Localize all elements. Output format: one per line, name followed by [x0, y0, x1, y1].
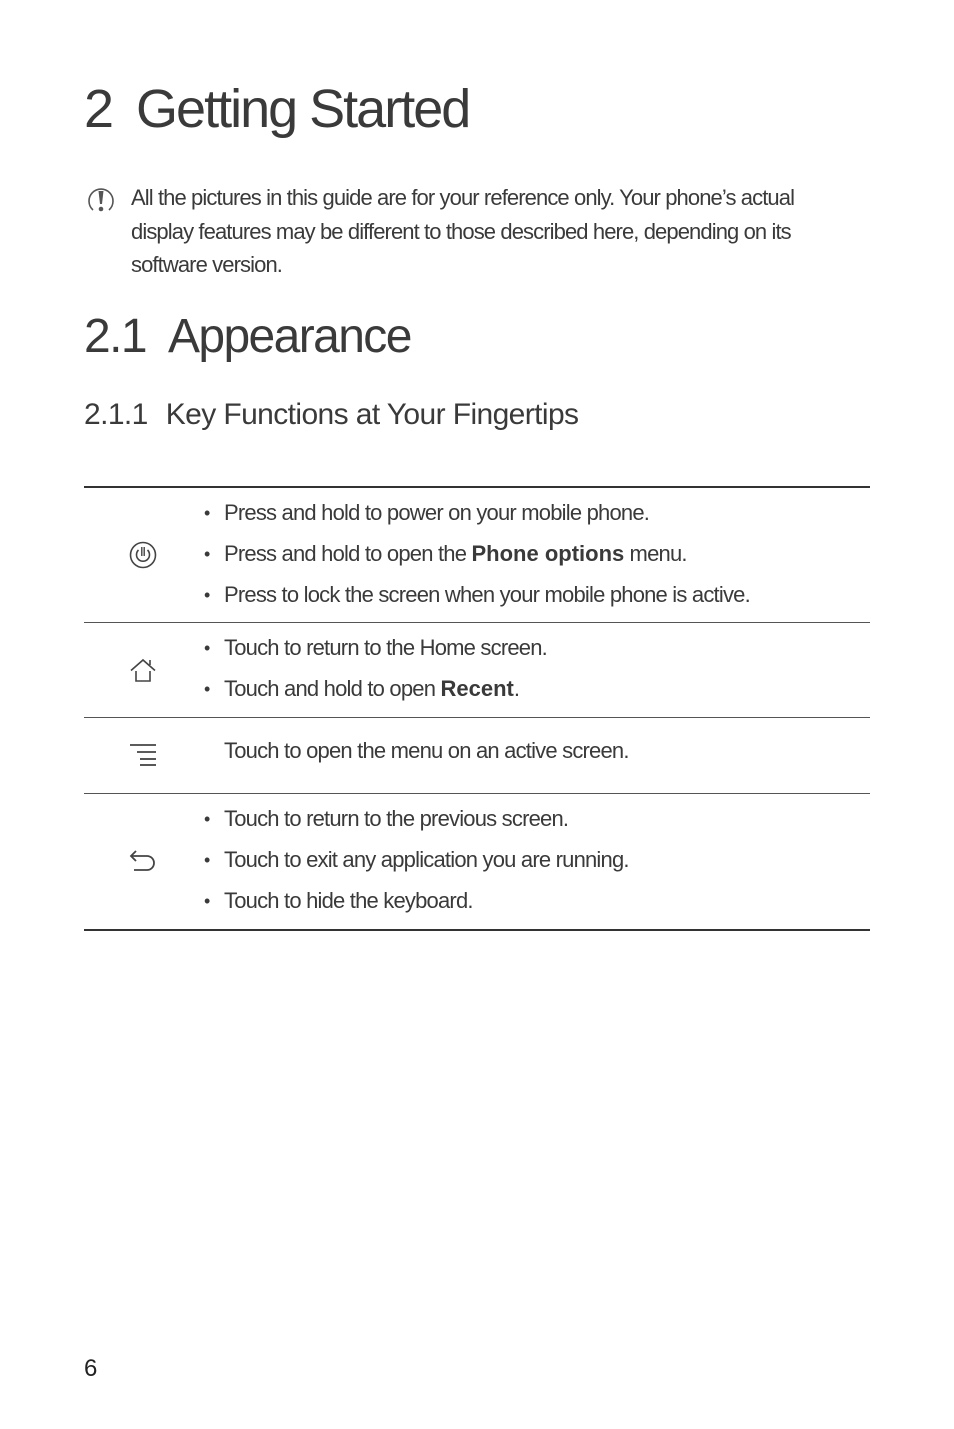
phone-options-label: Phone options [471, 541, 625, 566]
back-icon [128, 846, 158, 876]
table-row-power [84, 488, 870, 622]
list-item: • Press and hold to power on your mobile phone. [204, 494, 750, 535]
power-key-list [204, 494, 750, 617]
table-row-back [84, 793, 870, 929]
section-title [84, 309, 411, 364]
menu-key-text: Touch to open the menu on an active screen. [224, 738, 629, 763]
subsection-title [84, 398, 578, 432]
subsection-number: 2.1.1 [84, 398, 148, 431]
list-item: • Touch and hold to open Recent. [204, 670, 547, 711]
chapter-title-text: Getting Started [136, 79, 470, 139]
list-item: • Press to lock the screen when your mobile phone is active. [204, 576, 750, 617]
list-item: • Press and hold to open the Phone options menu. [204, 535, 750, 576]
chapter-title [84, 78, 469, 140]
list-item: • Touch to return to the previous screen. [204, 800, 629, 841]
home-icon [128, 655, 158, 685]
table-row-home [84, 622, 870, 717]
page-number: 6 [84, 1355, 98, 1382]
note-line: All the pictures in this guide are for your reference only. Your phone’s actual [131, 185, 795, 210]
power-icon [128, 540, 158, 570]
note-line: software version. [131, 252, 282, 277]
section-title-text: Appearance [167, 310, 411, 363]
subsection-title-text: Key Functions at Your Fingertips [165, 398, 579, 431]
list-item: • Touch to exit any application you are running. [204, 841, 629, 882]
recent-label: Recent [440, 676, 514, 701]
menu-icon [128, 740, 158, 770]
note-text [131, 181, 864, 282]
section-number: 2.1 [84, 310, 146, 363]
back-key-list [204, 800, 629, 923]
chapter-number: 2 [84, 79, 113, 139]
key-functions-table [84, 486, 870, 931]
home-key-list [204, 629, 547, 711]
list-item: • Touch to return to the Home screen. [204, 629, 547, 670]
exclamation-circle-icon [84, 183, 118, 217]
note-box [84, 181, 864, 282]
list-item: • Touch to hide the keyboard. [204, 882, 629, 923]
table-row-menu [84, 717, 870, 793]
note-line: display features may be different to those described here, depending on its [131, 218, 791, 244]
